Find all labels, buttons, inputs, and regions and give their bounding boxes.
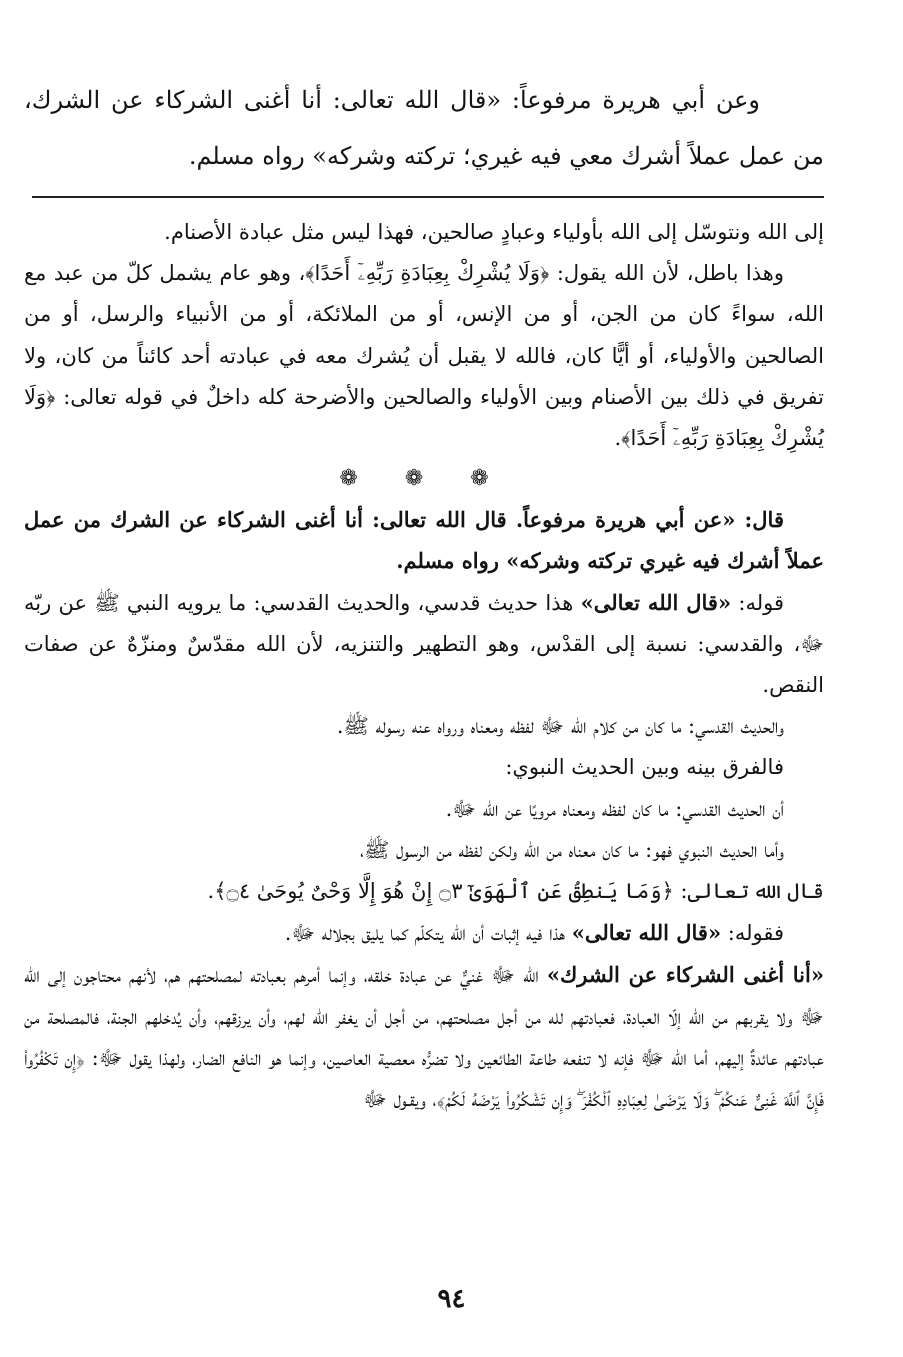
paragraph-text: الله ﷻ غنيٌّ عن عبادة خلقه، وإنما أمرهم بعبادته لمصلحتهم هم، لأنهم محتاجون إلى الله ﷻ ولا يقربهم من الله إلّا العبادة، فعبادتهم لله من أجل مصلحتهم، من أجل أن يغفر الله لهم، وأن يرزقهم، وأن يُدخلهم الجنة، فالمصلحة من عبادتهم عائدةٌ إليهم، أما الله ﷻ فإنه لا تنفعه طاعة الطائعين ولا تضرُّه معصية العاصين، وإنما هو النافع الضار، ولهذا يقول ﷻ: — [24, 963, 824, 1070]
paragraph-text: قال الله تعالى: — [673, 879, 824, 904]
top-hadith-text: وعن أبي هريرة مرفوعاً: «قال الله تعالى: أنا أغنى الشركاء عن الشرك، من عمل عملاً أشرك معي فيه غيري؛ تركته وشركه» رواه مسلم. — [24, 86, 824, 170]
paragraph-text: هذا فيه إثبات أن الله يتكلّم كما يليق بجلاله ﷻ. — [284, 921, 572, 946]
bold-phrase: «قال الله تعالى» — [571, 920, 722, 946]
paragraph-text: . — [614, 426, 622, 451]
paragraph-text: ، وهو عام يشمل كلّ من عبد مع الله، سواءً كان من الجن، أو من الإنس، أو من الملائكة، أو من الأنبياء والرسل، أو من الصالحين والأولياء، أو أيًّا كان، فالله لا يقبل أن يُشرك معه في عبادته أحد كائناً من كان، ولا تفريق في ذلك بين الأصنام وبين الأولياء والصالحين والأضرحة كله داخلٌ في قوله تعالى: — [24, 261, 824, 409]
commentary-paragraph: وأما الحديث النبوي فهو: ما كان معناه من الله ولكن لفظه من الرسول ﷺ، — [359, 837, 784, 862]
quran-verse: ﴿وَمَا يَنطِقُ عَنِ ٱلْهَوَىٰٓ ۝٣ إِنْ هُوَ إِلَّا وَحْىٌ يُوحَىٰ ۝٤﴾ — [214, 879, 674, 904]
commentary-paragraph — [24, 253, 824, 459]
page-number: ٩٤ — [437, 1284, 466, 1314]
quran-verse: ﴿وَلَا يُشْرِكْ بِعِبَادَةِ رَبِّهِۦٓ أَحَدًا﴾ — [305, 261, 550, 286]
commentary-paragraph — [24, 912, 824, 954]
commentary-paragraph — [24, 871, 824, 912]
paragraph-text: فقوله: — [721, 921, 784, 946]
paragraph-text: وهذا باطل، لأن الله يقول: — [549, 261, 784, 286]
commentary-section — [24, 212, 824, 1120]
commentary-paragraph: إلى الله ونتوسّل إلى الله بأولياء وعبادٍ صالحين، فهذا ليس مثل عبادة الأصنام. — [164, 220, 824, 244]
flower-separator: ❁ ❁ ❁ — [339, 466, 509, 492]
quran-verse: ﴿إِن تَكْفُرُوا۟ فَإِنَّ ٱللَّهَ غَنِىٌّ عَنكُمْ ۖ وَلَا يَرْضَىٰ لِعِبَادِهِ ٱلْكُفْرَ ۖ وَإِن تَشْكُرُوا۟ يَرْضَهُ لَكُمْ﴾ — [24, 1045, 824, 1112]
paragraph-text: هذا حديث قدسي، والحديث القدسي: ما يرويه النبي ﷺ عن ربّه ﷻ، والقدسي: نسبة إلى القدْس، وهو التطهير والتنزيه، لأن الله مقدّسٌ ومنزّهٌ عن صفات النقص. — [24, 590, 824, 698]
bold-phrase: «قال الله تعالى» — [580, 589, 732, 615]
paragraph-text: ، ويقـول ﷻ — [363, 1087, 437, 1112]
paragraph-text: . — [207, 879, 215, 904]
book-page — [24, 72, 824, 1120]
quran-verse: ﴿وَلَا يُشْرِكْ بِعِبَادَةِ رَبِّهِۦٓ أَحَدًا﴾ — [24, 384, 824, 451]
commentary-paragraph: فالفرق بينه وبين الحديث النبوي: — [505, 755, 784, 780]
commentary-paragraph — [24, 582, 824, 707]
hadith-restated: قال: «عن أبي هريرة مرفوعاً. قال الله تعالى: أنا أغنى الشركاء عن الشرك من عمل عملاً أشرك فيه غيري تركته وشركه» رواه مسلم. — [24, 507, 824, 574]
paragraph-text: قوله: — [731, 590, 784, 615]
top-hadith-section — [24, 72, 824, 184]
bold-phrase: «أنا أغنى الشركاء عن الشرك» — [546, 962, 824, 988]
commentary-paragraph: أن الحديث القدسي: ما كان لفظه ومعناه مرويًا عن الله ﷻ. — [445, 796, 784, 821]
section-divider-line — [32, 196, 824, 198]
commentary-paragraph — [24, 954, 824, 1120]
commentary-paragraph: والحديث القدسي: ما كان من كلام الله ﷻ لفظه ومعناه ورواه عنه رسوله ﷺ. — [336, 714, 784, 739]
